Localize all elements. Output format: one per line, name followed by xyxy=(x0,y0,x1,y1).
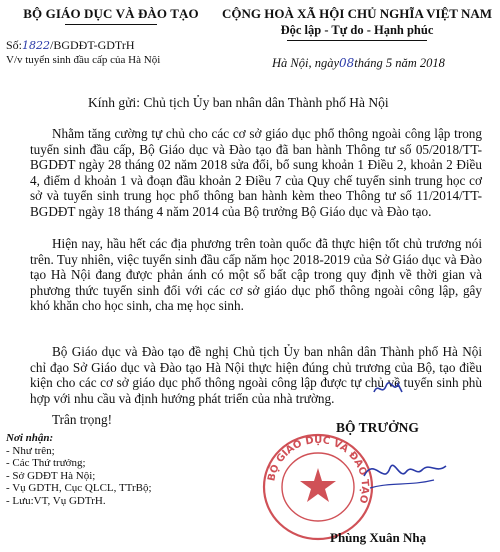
motto-underline xyxy=(287,40,427,41)
document-number-prefix: Số: xyxy=(6,38,23,52)
ministry-header xyxy=(6,6,216,25)
recipient-item: - Các Thứ trưởng; xyxy=(6,457,86,470)
recipients-heading: Nơi nhận: xyxy=(6,432,54,444)
recipient-item: - Lưu:VT, Vụ GDTrH. xyxy=(6,494,106,507)
document-subject: V/v tuyển sinh đầu cấp của Hà Nội xyxy=(6,54,161,66)
closing-line: Trân trọng! xyxy=(52,412,112,427)
date-day-handwritten: 08 xyxy=(339,56,355,70)
nation-name: CỘNG HOÀ XÃ HỘI CHỦ NGHĨA VIỆT NAM xyxy=(221,6,493,21)
signer-name: Phùng Xuân Nhạ xyxy=(330,530,427,545)
document-number-suffix: /BGDĐT-GDTrH xyxy=(50,38,135,52)
recipients-list xyxy=(6,432,206,508)
initials-mark xyxy=(372,378,408,398)
ministry-underline xyxy=(65,24,157,25)
date-prefix: Hà Nội, ngày xyxy=(272,56,340,70)
body-paragraph-1: Nhằm tăng cường tự chủ cho các cơ sở giáo dục phổ thông ngoài công lập trong tuyển sinh đầu cấp, Bộ Giáo dục và Đào tạo đã ban hành Thông tư số 05/2018/TT-BGDĐT ngày 28 tháng 02 năm 2018 sửa đổi, bổ sung khoản 1 Điều 2, khoản 2 Điều 4, điểm d khoản 1 và đoạn đầu khoản 2 Điều 7 của Quy chế tuyển sinh trung học cơ sở và tuyển sinh trung học phổ thông ban hành kèm theo Thông tư số 11/2014/TT-BGDĐT ngày 18 tháng 4 năm 2014 của Bộ trưởng Bộ Giáo dục và Đào tạo. xyxy=(30,126,482,219)
recipient-item: - Vụ GDTH, Cục QLCL, TTrBộ; xyxy=(6,482,152,495)
addressee-line: Kính gửi: Chủ tịch Ủy ban nhân dân Thành phố Hà Nội xyxy=(88,95,389,110)
signature-mark xyxy=(360,446,450,506)
document-number-handwritten: 1822 xyxy=(22,39,51,52)
recipient-item: - Sở GDĐT Hà Nội; xyxy=(6,469,96,482)
document-date xyxy=(272,56,445,71)
body-paragraph-3: Bộ Giáo dục và Đào tạo đề nghị Chủ tịch Ủy ban nhân dân Thành phố Hà Nội chỉ đạo Sở Giáo dục và Đào tạo Hà Nội thực hiện đúng chủ trương của Bộ, tạo điều kiện cho các cơ sở giáo dục phổ thông ngoài công lập được tự chủ về tuyển sinh phù hợp với nhu cầu và định hướng phát triển của nhà trường. xyxy=(30,344,482,406)
document-number xyxy=(6,38,134,53)
national-motto: Độc lập - Tự do - Hạnh phúc xyxy=(280,23,434,37)
signer-title: BỘ TRƯỞNG xyxy=(336,420,419,435)
recipient-item: - Như trên; xyxy=(6,444,55,457)
nation-header xyxy=(214,6,500,41)
date-suffix: tháng 5 năm 2018 xyxy=(354,56,445,70)
body-paragraph-2: Hiện nay, hầu hết các địa phương trên toàn quốc đã thực hiện tốt chủ trương nói trên. Tuy nhiên, việc tuyển sinh đầu cấp năm học 2018-2019 của Sở Giáo dục và Đào tạo Hà Nội đang được phản ánh có một số bất cập trong quy định về thời gian và phương thức tuyển sinh đối với các cơ sở giáo dục phổ thông ngoài công lập, gây khó khăn cho học sinh, cha mẹ học sinh. xyxy=(30,236,482,314)
ministry-name: BỘ GIÁO DỤC VÀ ĐÀO TẠO xyxy=(23,6,199,21)
seal-text: BỘ GIÁO DỤC VÀ ĐÀO TẠO xyxy=(266,434,371,505)
